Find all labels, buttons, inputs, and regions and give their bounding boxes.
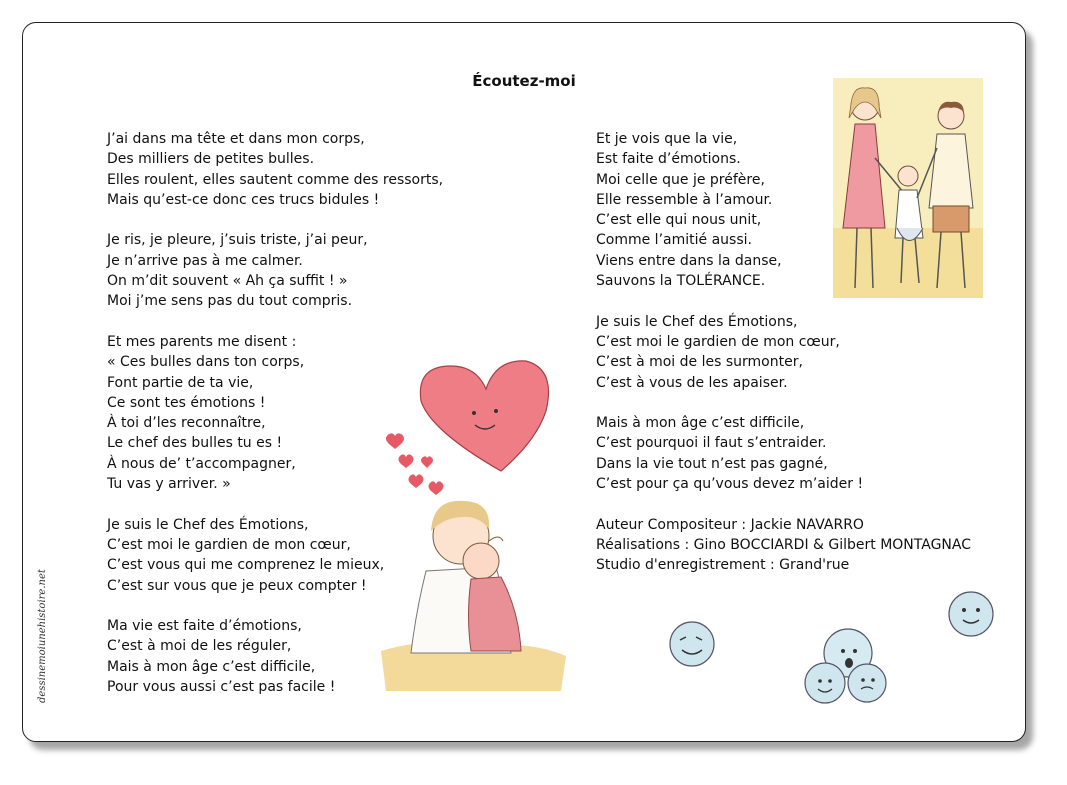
lyric-line: C’est à moi de les surmonter,	[596, 354, 803, 371]
lyric-line: Et mes parents me disent :	[107, 333, 297, 350]
lyric-line: Viens entre dans la danse,	[596, 252, 782, 269]
lyric-line: Je suis le Chef des Émotions,	[596, 313, 798, 330]
lyric-line: « Ces bulles dans ton corps,	[107, 354, 305, 371]
lyric-line: Pour vous aussi c’est pas facile !	[107, 679, 336, 696]
left-stanza	[107, 230, 457, 311]
lyric-line: C’est elle qui nous unit,	[596, 212, 762, 229]
credits	[596, 515, 996, 576]
lyric-line: Elles roulent, elles sautent comme des ressorts,	[107, 171, 444, 188]
lyric-line: Mais à mon âge c’est difficile,	[596, 415, 805, 432]
emotion-bubble-icon	[945, 588, 997, 640]
lyric-line: C’est moi le gardien de mon cœur,	[596, 333, 840, 350]
site-watermark: dessinemoiunehistoire.net	[37, 569, 48, 703]
lyric-line: Et je vois que la vie,	[596, 131, 738, 147]
lyric-line: Dans la vie tout n’est pas gagné,	[596, 455, 828, 472]
right-stanza	[596, 312, 996, 393]
lyric-line: C’est pourquoi il faut s’entraider.	[596, 435, 827, 452]
lyric-line: C’est vous qui me comprenez le mieux,	[107, 557, 385, 574]
lyric-line: C’est sur vous que je peux compter !	[107, 577, 367, 594]
lyric-line: C’est pour ça qu’vous devez m’aider !	[596, 476, 864, 493]
heart-hug-illustration	[371, 341, 571, 691]
lyric-line: Ce sont tes émotions !	[107, 394, 266, 411]
left-stanza	[107, 129, 457, 210]
lyric-line: Des milliers de petites bulles.	[107, 151, 315, 168]
lyric-line: Je ris, je pleure, j’suis triste, j’ai peur,	[107, 232, 368, 249]
right-stanza	[596, 413, 996, 494]
lyric-line: Moi celle que je préfère,	[596, 171, 765, 188]
lyric-line: J’ai dans ma tête et dans mon corps,	[107, 131, 365, 147]
lyric-line: À nous de’ t’accompagner,	[107, 455, 296, 472]
lyrics-sheet	[22, 22, 1026, 742]
lyric-line: Tu vas y arriver. »	[107, 476, 231, 493]
lyric-line: Le chef des bulles tu es !	[107, 435, 283, 452]
song-title: Écoutez-moi	[472, 72, 576, 90]
lyric-line: Est faite d’émotions.	[596, 151, 741, 168]
lyric-line: Sauvons la TOLÉRANCE.	[596, 273, 766, 290]
family-illustration	[833, 78, 983, 298]
lyric-line: C’est à vous de les apaiser.	[596, 374, 788, 391]
emotion-bubble-icon	[666, 618, 718, 670]
lyric-line: Elle ressemble à l’amour.	[596, 191, 773, 208]
credit-studio: Studio d'enregistrement : Grand'rue	[596, 557, 850, 574]
lyric-line: Ma vie est faite d’émotions,	[107, 618, 302, 635]
lyric-line: C’est moi le gardien de mon cœur,	[107, 536, 351, 553]
credit-author: Auteur Compositeur : Jackie NAVARRO	[596, 516, 864, 533]
lyric-line: Comme l’amitié aussi.	[596, 232, 752, 249]
lyric-line: Moi j’me sens pas du tout compris.	[107, 293, 353, 310]
lyric-line: Je n’arrive pas à me calmer.	[107, 252, 303, 269]
bubble-cluster-icon	[803, 623, 893, 708]
lyric-line: C’est à moi de les réguler,	[107, 638, 292, 655]
credit-production: Réalisations : Gino BOCCIARDI & Gilbert MONTAGNAC	[596, 536, 972, 553]
lyric-line: Mais qu’est-ce donc ces trucs bidules !	[107, 191, 380, 208]
lyric-line: Font partie de ta vie,	[107, 374, 254, 391]
lyric-line: Je suis le Chef des Émotions,	[107, 516, 309, 533]
lyric-line: On m’dit souvent « Ah ça suffit ! »	[107, 273, 348, 290]
lyric-line: Mais à mon âge c’est difficile,	[107, 658, 316, 675]
lyric-line: À toi d’les reconnaître,	[107, 415, 266, 432]
